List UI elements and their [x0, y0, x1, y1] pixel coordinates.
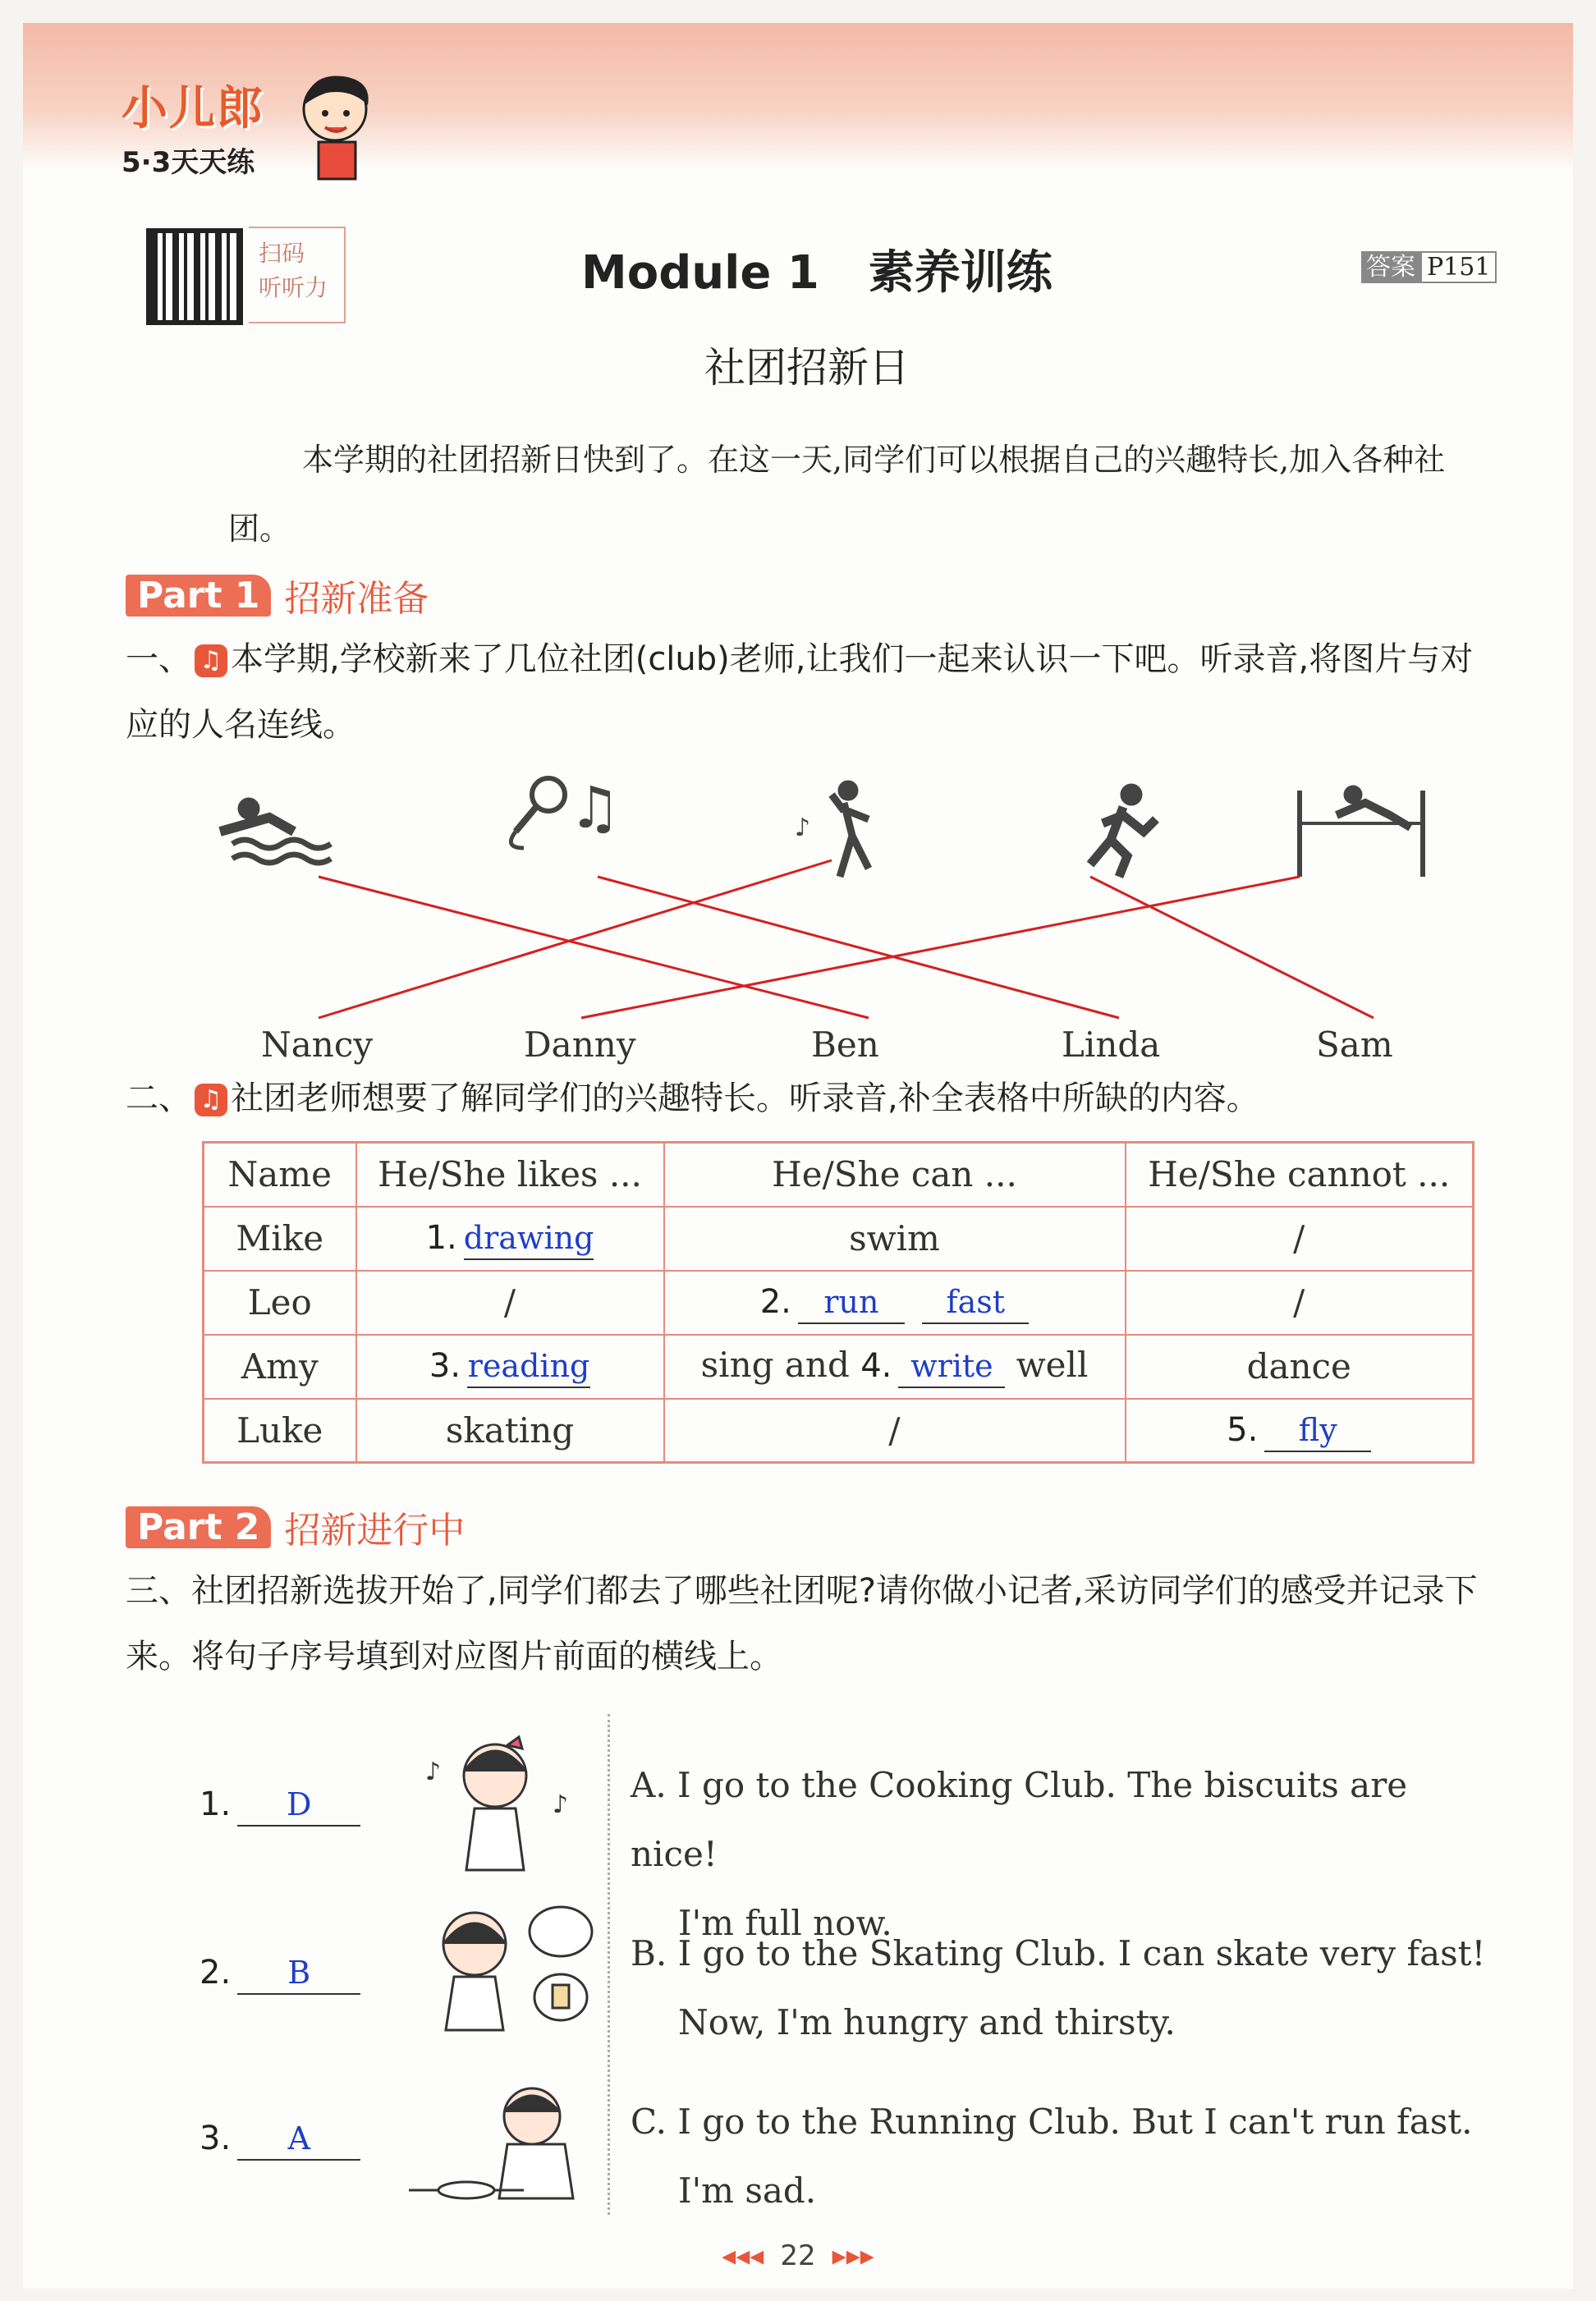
series-text: 5·3天天练: [122, 146, 255, 179]
cell-cannot: /: [1126, 1271, 1474, 1335]
match-line: [581, 877, 1300, 1018]
part2-title: 招新进行中: [284, 1510, 466, 1552]
can-suffix: well: [1016, 1345, 1089, 1385]
answer-blank[interactable]: write: [898, 1345, 1005, 1388]
topic-label: 素养训练: [868, 246, 1053, 300]
question-2: [126, 1066, 1505, 1131]
headphones-icon[interactable]: ♫: [195, 1084, 227, 1116]
boy-eating-icon: [409, 2088, 573, 2198]
prev-arrows-icon: ◂◂◂: [722, 2239, 764, 2272]
svg-text:♪: ♪: [795, 814, 811, 842]
cell-cannot: /: [1126, 1207, 1474, 1271]
answer-blank[interactable]: run: [798, 1281, 905, 1324]
headphones-icon[interactable]: ♫: [195, 644, 227, 677]
col-header-name: Name: [204, 1143, 356, 1207]
logo-text: 小儿郎: [122, 82, 264, 135]
table-row: [204, 1271, 1474, 1335]
sentence-line: I go to the Cooking Club. The biscuits are nice!: [631, 1765, 1408, 1874]
intro-paragraph: 本学期的社团招新日快到了。在这一天,同学们可以根据自己的兴趣特长,加入各种社团。: [228, 442, 1446, 547]
match-line: [1090, 877, 1374, 1018]
answer-blank[interactable]: A: [237, 2118, 360, 2161]
blank-number: 4.: [860, 1347, 892, 1385]
person-name-linda: Linda: [1062, 1024, 1161, 1065]
table-row: [204, 1335, 1474, 1399]
singing-icon: [511, 774, 620, 848]
page-number: 22: [780, 2239, 816, 2272]
cell-likes: [356, 1207, 664, 1271]
svg-text:♫: ♫: [569, 774, 621, 841]
answer-blank[interactable]: reading: [467, 1345, 590, 1388]
matching-diagram: [23, 23, 1573, 1090]
answer-blank[interactable]: fly: [1264, 1409, 1371, 1452]
cell-likes: skating: [356, 1399, 664, 1463]
sentence-letter: B.: [631, 1933, 667, 1973]
answer-blank[interactable]: drawing: [464, 1217, 594, 1260]
qr-caption-line1: 扫码: [259, 240, 305, 267]
blank-number: 5.: [1227, 1410, 1259, 1449]
cell-name: Amy: [204, 1335, 356, 1399]
answer-label: 答案: [1361, 251, 1420, 283]
cell-can: swim: [664, 1207, 1126, 1271]
answer-blank[interactable]: fast: [922, 1281, 1029, 1324]
match-line: [319, 877, 869, 1018]
high-jump-icon: [1300, 786, 1423, 877]
sentence-letter: A.: [631, 1765, 667, 1805]
q3-text: 社团招新选拔开始了,同学们都去了哪些社团呢?请你做小记者,采访同学们的感受并记录下来。将句子序号填到对应图片前面的横线上。: [126, 1572, 1478, 1675]
sentence-line: I'm full now.: [678, 1903, 892, 1943]
svg-text:♪: ♪: [553, 1790, 569, 1819]
can-prefix: sing and: [700, 1345, 850, 1385]
cell-can: [664, 1271, 1126, 1335]
q1-text: 本学期,学校新来了几位社团(club)老师,让我们一起来认识一下吧。听录音,将图片与对应的人名连线。: [126, 640, 1474, 744]
sentence-line: I'm sad.: [678, 2170, 817, 2211]
cell-can: [664, 1335, 1126, 1399]
cell-can: /: [664, 1399, 1126, 1463]
sentence-c: [631, 2088, 1501, 2225]
cell-name: Luke: [204, 1399, 356, 1463]
workbook-page: [23, 23, 1573, 2289]
part2-header: [126, 1501, 465, 1553]
item-number: 3.: [200, 2120, 232, 2157]
part2-tag: Part 2: [126, 1506, 271, 1548]
table-row: [204, 1207, 1474, 1271]
cell-likes: [356, 1335, 664, 1399]
q1-number: 一、: [126, 640, 191, 678]
q3-number: 三、: [126, 1572, 191, 1610]
part1-title: 招新准备: [284, 578, 429, 620]
item-number: 2.: [200, 1954, 232, 1992]
page-footer: [23, 2239, 1573, 2272]
q2-number: 二、: [126, 1079, 191, 1117]
person-name-sam: Sam: [1316, 1024, 1393, 1065]
next-arrows-icon: ▸▸▸: [832, 2239, 874, 2272]
col-header-can: He/She can ...: [664, 1143, 1126, 1207]
sentence-b: [631, 1919, 1501, 2057]
blank-number: 3.: [429, 1347, 461, 1385]
cell-name: Mike: [204, 1207, 356, 1271]
sentence-line: Now, I'm hungry and thirsty.: [678, 2002, 1176, 2042]
sentence-line: I go to the Running Club. But I can't run fast.: [677, 2102, 1473, 2142]
q3-item-1: [200, 1784, 360, 1827]
part1-tag: Part 1: [126, 575, 271, 617]
svg-text:♪: ♪: [425, 1758, 442, 1786]
answer-blank[interactable]: B: [237, 1952, 360, 1995]
item-number: 1.: [200, 1785, 232, 1823]
swimming-icon: [220, 798, 331, 863]
cell-likes: /: [356, 1271, 664, 1335]
table-row: [204, 1399, 1474, 1463]
q3-item-2: [200, 1952, 360, 1995]
q3-item-3: [200, 2118, 360, 2161]
sentence-letter: C.: [631, 2102, 667, 2142]
person-name-nancy: Nancy: [261, 1024, 374, 1065]
sentence-line: I go to the Skating Club. I can skate very fast!: [677, 1933, 1486, 1973]
qr-caption-line2: 听听力: [259, 274, 328, 301]
dancing-icon: [795, 781, 869, 877]
match-lines: [319, 860, 1374, 1018]
cell-cannot: dance: [1126, 1335, 1474, 1399]
answer-blank[interactable]: D: [237, 1784, 360, 1827]
running-icon: [1090, 784, 1156, 877]
cell-cannot: [1126, 1399, 1474, 1463]
person-name-ben: Ben: [811, 1024, 879, 1065]
divider-line: [608, 1714, 610, 2215]
answer-page: P151: [1420, 251, 1497, 283]
module-label: Module 1: [581, 246, 819, 300]
subtitle: 社团招新日: [704, 344, 910, 392]
girl-singing-icon: [425, 1737, 568, 1870]
hobby-table: [202, 1141, 1474, 1464]
girl-hungry-icon: [443, 1907, 592, 2030]
match-line: [598, 877, 1119, 1018]
q3-illustrations: [409, 1730, 606, 2223]
blank-number: 1.: [425, 1219, 457, 1257]
col-header-cannot: He/She cannot ...: [1126, 1143, 1474, 1207]
question-3: [126, 1558, 1505, 1689]
match-line: [319, 860, 832, 1018]
cell-name: Leo: [204, 1271, 356, 1335]
table-header-row: [204, 1143, 1474, 1207]
person-name-danny: Danny: [524, 1024, 636, 1065]
blank-number: 2.: [759, 1283, 791, 1321]
col-header-likes: He/She likes ...: [356, 1143, 664, 1207]
q2-text: 社团老师想要了解同学们的兴趣特长。听录音,补全表格中所缺的内容。: [231, 1079, 1259, 1117]
